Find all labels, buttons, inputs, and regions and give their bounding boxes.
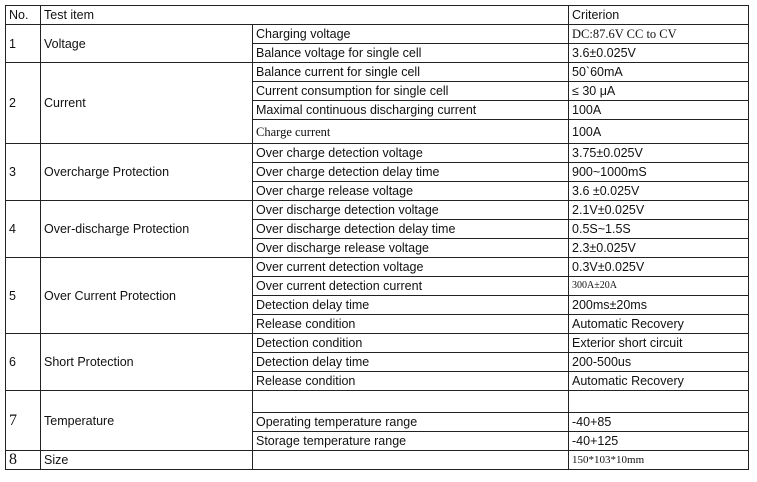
param-cell: Over discharge detection voltage: [253, 201, 569, 220]
criterion-cell: 3.6 ±0.025V: [569, 182, 749, 201]
header-test-item: Test item: [41, 6, 569, 25]
param-cell: [253, 451, 569, 470]
table-row: [6, 258, 749, 277]
param-cell: Detection delay time: [253, 296, 569, 315]
param-cell: Charge current: [253, 120, 569, 144]
param-cell: Over charge release voltage: [253, 182, 569, 201]
group-name: Temperature: [41, 391, 253, 451]
table-row: [6, 201, 749, 220]
group-name: Over Current Protection: [41, 258, 253, 334]
param-cell: Balance current for single cell: [253, 63, 569, 82]
group-number: 8: [6, 451, 41, 470]
criterion-cell: Automatic Recovery: [569, 315, 749, 334]
criterion-cell: 2.1V±0.025V: [569, 201, 749, 220]
criterion-cell: 100A: [569, 120, 749, 144]
table-row: [6, 451, 749, 470]
table-row: [6, 144, 749, 163]
param-cell: Detection condition: [253, 334, 569, 353]
group-number: 1: [6, 25, 41, 63]
criterion-cell: [569, 391, 749, 413]
criterion-cell: 3.6±0.025V: [569, 44, 749, 63]
table-row: [6, 334, 749, 353]
criterion-cell: 300A±20A: [569, 277, 749, 296]
criterion-cell: ≤ 30 μA: [569, 82, 749, 101]
group-name: Short Protection: [41, 334, 253, 391]
header-criterion: Criterion: [569, 6, 749, 25]
param-cell: Over current detection current: [253, 277, 569, 296]
group-number: 6: [6, 334, 41, 391]
group-number: 3: [6, 144, 41, 201]
group-name: Voltage: [41, 25, 253, 63]
param-cell: Storage temperature range: [253, 432, 569, 451]
group-name: Over-discharge Protection: [41, 201, 253, 258]
criterion-cell: 50`60mA: [569, 63, 749, 82]
group-name: Current: [41, 63, 253, 144]
table-row: [6, 25, 749, 44]
criterion-cell: 0.3V±0.025V: [569, 258, 749, 277]
group-number: 4: [6, 201, 41, 258]
param-cell: Over discharge detection delay time: [253, 220, 569, 239]
param-cell: [253, 391, 569, 413]
criterion-cell: Exterior short circuit: [569, 334, 749, 353]
spec-grid: [5, 5, 749, 470]
param-cell: Release condition: [253, 315, 569, 334]
header-no: No.: [6, 6, 41, 25]
param-cell: Over charge detection voltage: [253, 144, 569, 163]
param-cell: Operating temperature range: [253, 413, 569, 432]
criterion-cell: 200-500us: [569, 353, 749, 372]
param-cell: Maximal continuous discharging current: [253, 101, 569, 120]
spec-table: [5, 5, 748, 470]
header-row: [6, 6, 749, 25]
criterion-cell: 150*103*10mm: [569, 451, 749, 470]
param-cell: Over discharge release voltage: [253, 239, 569, 258]
table-row: [6, 63, 749, 82]
group-name: Size: [41, 451, 253, 470]
criterion-cell: -40+125: [569, 432, 749, 451]
group-name: Overcharge Protection: [41, 144, 253, 201]
criterion-cell: 900~1000mS: [569, 163, 749, 182]
table-row: [6, 391, 749, 413]
criterion-cell: 0.5S~1.5S: [569, 220, 749, 239]
param-cell: Current consumption for single cell: [253, 82, 569, 101]
param-cell: Detection delay time: [253, 353, 569, 372]
group-number: 7: [6, 391, 41, 451]
criterion-cell: Automatic Recovery: [569, 372, 749, 391]
param-cell: Over current detection voltage: [253, 258, 569, 277]
param-cell: Charging voltage: [253, 25, 569, 44]
param-cell: Release condition: [253, 372, 569, 391]
criterion-cell: 200ms±20ms: [569, 296, 749, 315]
group-number: 2: [6, 63, 41, 144]
criterion-cell: 100A: [569, 101, 749, 120]
criterion-cell: 2.3±0.025V: [569, 239, 749, 258]
group-number: 5: [6, 258, 41, 334]
param-cell: Over charge detection delay time: [253, 163, 569, 182]
criterion-cell: DC:87.6V CC to CV: [569, 25, 749, 44]
criterion-cell: -40+85: [569, 413, 749, 432]
criterion-cell: 3.75±0.025V: [569, 144, 749, 163]
param-cell: Balance voltage for single cell: [253, 44, 569, 63]
